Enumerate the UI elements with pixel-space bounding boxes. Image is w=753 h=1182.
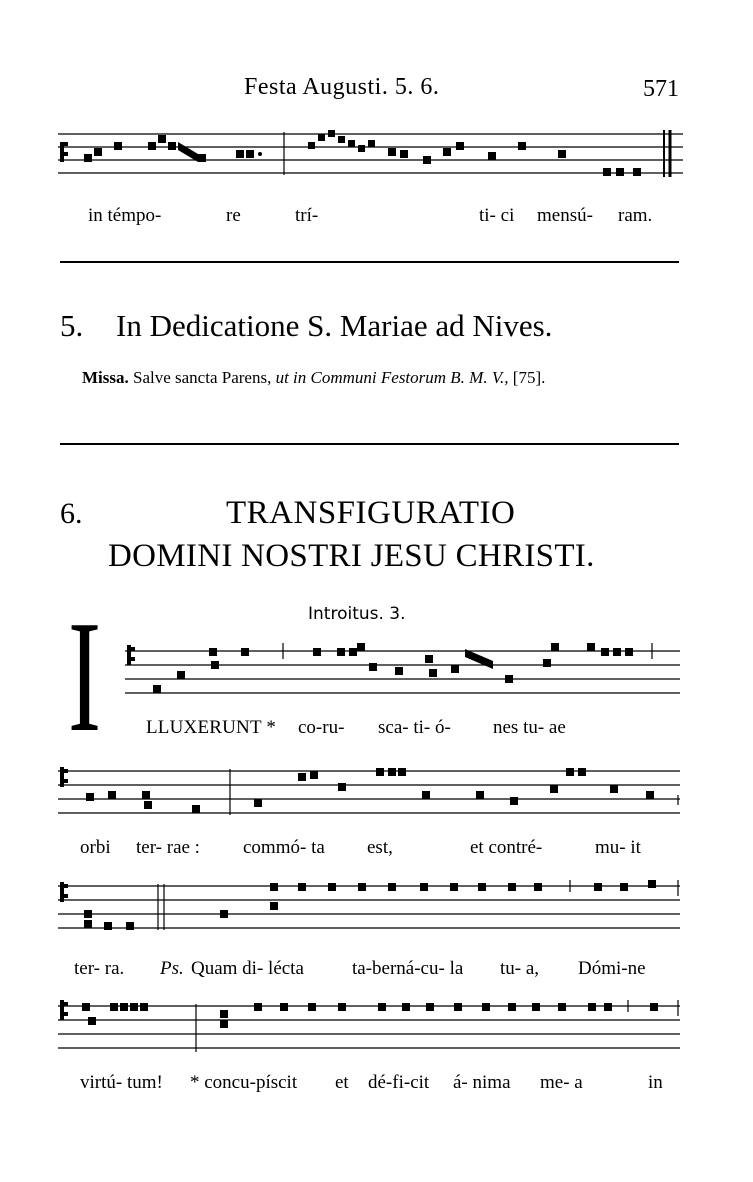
staff-3 <box>58 880 680 942</box>
lyric-4-3: et <box>335 1072 349 1093</box>
section6-title-line1: TRANSFIGURATIO <box>226 495 516 531</box>
missa-text: Salve sancta Parens, <box>133 368 272 387</box>
lyric-4-1: virtú- tum! <box>80 1072 163 1093</box>
lyric-top-5: mensú- <box>537 205 593 226</box>
lyric-3-1: ter- ra. <box>74 958 125 979</box>
missa-label: Missa. <box>82 368 129 387</box>
staff-top <box>58 128 683 188</box>
lyric-2-2: ter- rae : <box>136 837 200 858</box>
lyric-1-4: nes tu- ae <box>493 717 566 738</box>
section6-title-line2: DOMINI NOSTRI JESU CHRISTI. <box>108 538 595 574</box>
missa-page: [75]. <box>512 368 546 387</box>
lyric-2-3: commó- ta <box>243 837 325 858</box>
staff-2 <box>58 765 680 825</box>
lyric-3-4: ta-berná-cu- la <box>352 958 464 979</box>
lyric-1-3: sca- ti- ó- <box>378 717 451 738</box>
lyric-top-3: trí- <box>295 205 319 226</box>
lyric-2-6: mu- it <box>595 837 641 858</box>
section5-number: 5. <box>60 308 84 343</box>
divider-2 <box>60 443 679 445</box>
lyric-top-6: ram. <box>618 205 653 226</box>
missa-ref: ut in Communi Festorum B. M. V., <box>275 368 509 387</box>
staff-1 <box>125 643 680 703</box>
staff-4 <box>58 1000 680 1056</box>
section5-heading <box>60 308 552 344</box>
lyric-4-2: * concu-píscit <box>190 1072 298 1093</box>
running-title: Festa Augusti. 5. 6. <box>244 74 440 100</box>
lyric-4-4: dé-fi-cit <box>368 1072 430 1093</box>
lyric-2-5: et contré- <box>470 837 543 858</box>
lyric-3-3: Quam di- lécta <box>191 958 304 979</box>
lyric-2-1: orbi <box>80 837 111 858</box>
lyric-4-7: in <box>648 1072 663 1093</box>
lyric-1-1: LLUXERUNT * <box>146 717 277 738</box>
lyric-top-1: in témpo- <box>88 205 162 226</box>
lyric-2-4: est, <box>367 837 393 858</box>
initial-letter: I <box>68 587 102 765</box>
section5-title: In Dedicatione S. Mariae ad Nives. <box>116 308 553 343</box>
lyric-top-2: re <box>226 205 241 226</box>
lyric-3-5: tu- a, <box>500 958 540 979</box>
lyric-1-2: co-ru- <box>298 717 345 738</box>
missa-note <box>82 367 679 389</box>
lyric-top-4: ti- ci <box>479 205 515 226</box>
divider-1 <box>60 261 679 263</box>
section6-number: 6. <box>60 497 83 530</box>
lyric-3-6: Dómi-ne <box>578 958 646 979</box>
lyric-4-6: me- a <box>540 1072 583 1093</box>
lyric-4-5: á- nima <box>453 1072 511 1093</box>
introitus-label: Introitus. 3. <box>308 604 406 624</box>
page-number: 571 <box>643 76 679 102</box>
lyric-3-2: Ps. <box>160 958 184 979</box>
